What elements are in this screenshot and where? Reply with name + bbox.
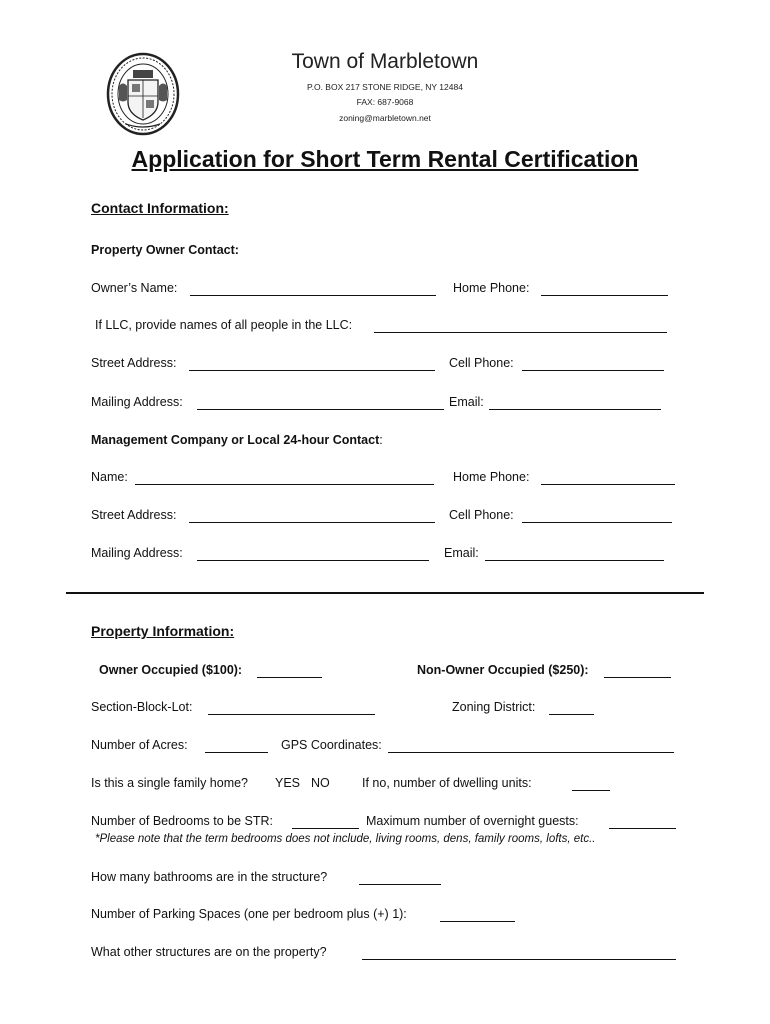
other-structures-field[interactable]: [362, 959, 676, 960]
max-guests-label: Maximum number of overnight guests:: [366, 814, 579, 828]
mgmt-email-field[interactable]: [485, 560, 664, 561]
section-block-lot-field[interactable]: [208, 714, 375, 715]
town-fax: FAX: 687-9068: [356, 97, 414, 107]
gps-label: GPS Coordinates:: [281, 738, 382, 752]
owner-occupied-label: Owner Occupied ($100):: [99, 663, 243, 677]
cell-phone-field[interactable]: [522, 370, 664, 371]
llc-names-label: If LLC, provide names of all people in the LLC:: [95, 318, 353, 332]
street-address-label: Street Address:: [91, 356, 177, 370]
max-guests-field[interactable]: [609, 828, 676, 829]
dwelling-units-label: If no, number of dwelling units:: [362, 776, 532, 790]
owner-contact-heading: Property Owner Contact:: [91, 243, 239, 257]
bedrooms-label: Number of Bedrooms to be STR:: [91, 814, 274, 828]
contact-info-heading: Contact Information:: [91, 200, 229, 216]
acres-field[interactable]: [205, 752, 268, 753]
mgmt-name-label: Name:: [91, 470, 128, 484]
bedrooms-field[interactable]: [292, 828, 359, 829]
street-address-field[interactable]: [189, 370, 435, 371]
mgmt-home-phone-field[interactable]: [541, 484, 675, 485]
owners-name-label: Owner’s Name:: [91, 281, 178, 295]
home-phone-field[interactable]: [541, 295, 668, 296]
mgmt-name-field[interactable]: [135, 484, 434, 485]
email-label: Email:: [449, 395, 484, 409]
town-address: P.O. BOX 217 STONE RIDGE, NY 12484: [307, 82, 463, 92]
mgmt-mailing-address-label: Mailing Address:: [91, 546, 183, 560]
property-info-heading: Property Information:: [91, 623, 235, 639]
mgmt-email-label: Email:: [444, 546, 479, 560]
home-phone-label: Home Phone:: [453, 281, 530, 295]
non-owner-occupied-field[interactable]: [604, 677, 671, 678]
yes-option[interactable]: YES: [275, 776, 301, 790]
mailing-address-label: Mailing Address:: [91, 395, 183, 409]
mgmt-cell-phone-label: Cell Phone:: [449, 508, 514, 522]
mgmt-street-address-label: Street Address:: [91, 508, 177, 522]
llc-names-field[interactable]: [374, 332, 667, 333]
mailing-address-field[interactable]: [197, 409, 444, 410]
town-email: zoning@marbletown.net: [339, 113, 431, 123]
acres-label: Number of Acres:: [91, 738, 188, 752]
non-owner-occupied-label: Non-Owner Occupied ($250):: [417, 663, 589, 677]
zoning-district-label: Zoning District:: [452, 700, 536, 714]
single-family-label: Is this a single family home?: [91, 776, 249, 790]
section-divider: [66, 592, 704, 594]
parking-label: Number of Parking Spaces (one per bedroom plus (+) 1):: [91, 907, 407, 921]
section-block-lot-label: Section-Block-Lot:: [91, 700, 193, 714]
form-title: Application for Short Term Rental Certification: [131, 146, 639, 172]
cell-phone-label: Cell Phone:: [449, 356, 514, 370]
mgmt-home-phone-label: Home Phone:: [453, 470, 530, 484]
bathrooms-label: How many bathrooms are in the structure?: [91, 870, 328, 884]
town-name: Town of Marbletown: [291, 50, 479, 73]
dwelling-units-field[interactable]: [572, 790, 610, 791]
bedroom-note: *Please note that the term bedrooms does not include, living rooms, dens, family rooms, lofts, etc..: [95, 833, 596, 845]
owner-occupied-field[interactable]: [257, 677, 322, 678]
owners-name-field[interactable]: [190, 295, 436, 296]
bathrooms-field[interactable]: [359, 884, 441, 885]
parking-field[interactable]: [440, 921, 515, 922]
mgmt-mailing-address-field[interactable]: [197, 560, 429, 561]
management-contact-heading: Management Company or Local 24-hour Contact:: [91, 433, 383, 447]
email-field[interactable]: [489, 409, 661, 410]
other-structures-label: What other structures are on the property?: [91, 945, 327, 959]
mgmt-street-address-field[interactable]: [189, 522, 435, 523]
gps-field[interactable]: [388, 752, 674, 753]
no-option[interactable]: NO: [311, 776, 330, 790]
zoning-district-field[interactable]: [549, 714, 594, 715]
mgmt-cell-phone-field[interactable]: [522, 522, 672, 523]
